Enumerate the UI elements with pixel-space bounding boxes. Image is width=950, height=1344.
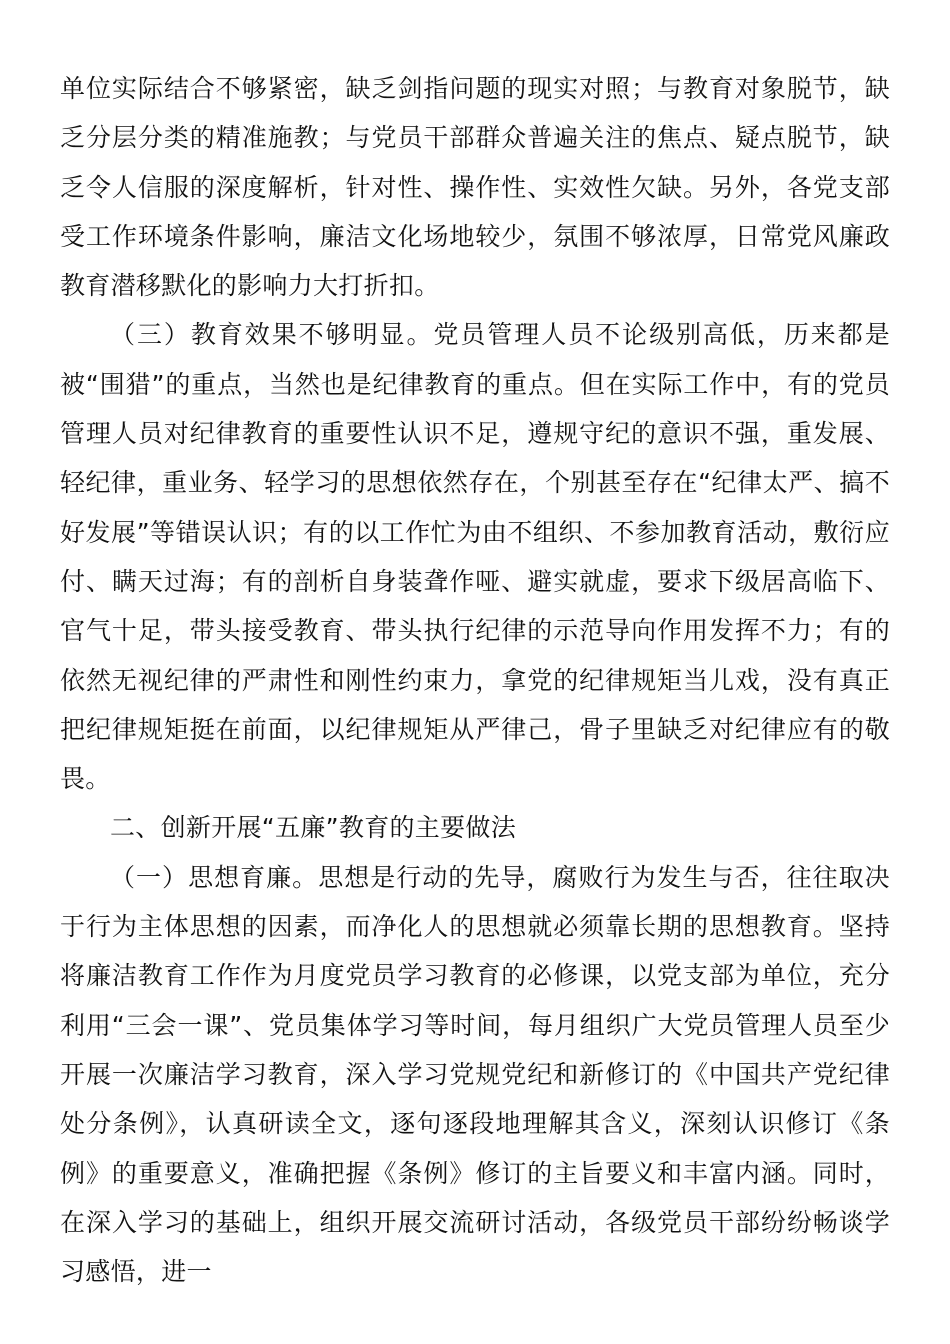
paragraph-continuation: 单位实际结合不够紧密，缺乏剑指问题的现实对照；与教育对象脱节，缺乏分层分类的精准施教；与党员干部群众普遍关注的焦点、疑点脱节，缺乏令人信服的深度解析，针对性、操作性、实效性欠缺。另外，各党支部受工作环境条件影响，廉洁文化场地较少，氛围不够浓厚，日常党风廉政教育潜移默化的影响力大打折扣。 [60,74,890,301]
paragraph-section-one: （一）思想育廉。思想是行动的先导，腐败行为发生与否，往往取决于行为主体思想的因素，而净化人的思想就必须靠长期的思想教育。坚持将廉洁教育工作作为月度党员学习教育的必修课，以党支部为单位，充分利用“三会一课”、党员集体学习等时间，每月组织广大党员管理人员至少开展一次廉洁学习教育，深入学习党规党纪和新修订的《中国共产党纪律处分条例》，认真研读全文，逐句逐段地理解其含义，深刻认识修订《条例》的重要意义，准确把握《条例》修订的主旨要义和丰富内涵。同时，在深入学习的基础上，组织开展交流研讨活动，各级党员干部纷纷畅谈学习感悟，进一 [60,862,890,1287]
section-heading-two: 二、创新开展“五廉”教育的主要做法 [110,813,517,843]
paragraph-section-three: （三）教育效果不够明显。党员管理人员不论级别高低，历来都是被“围猎”的重点，当然也是纪律教育的重点。但在实际工作中，有的党员管理人员对纪律教育的重要性认识不足，遵规守纪的意识不强，重发展、轻纪律，重业务、轻学习的思想依然存在，个别甚至存在“纪律太严、搞不好发展”等错误认识；有的以工作忙为由不组织、不参加教育活动，敷衍应付、瞒天过海；有的剖析自身装聋作哑、避实就虚，要求下级居高临下、官气十足，带头接受教育、带头执行纪律的示范导向作用发挥不力；有的依然无视纪律的严肃性和刚性约束力，拿党的纪律规矩当儿戏，没有真正把纪律规矩挺在前面，以纪律规矩从严律己，骨子里缺乏对纪律应有的敬畏。 [60,320,890,794]
document-body [60,64,890,1296]
